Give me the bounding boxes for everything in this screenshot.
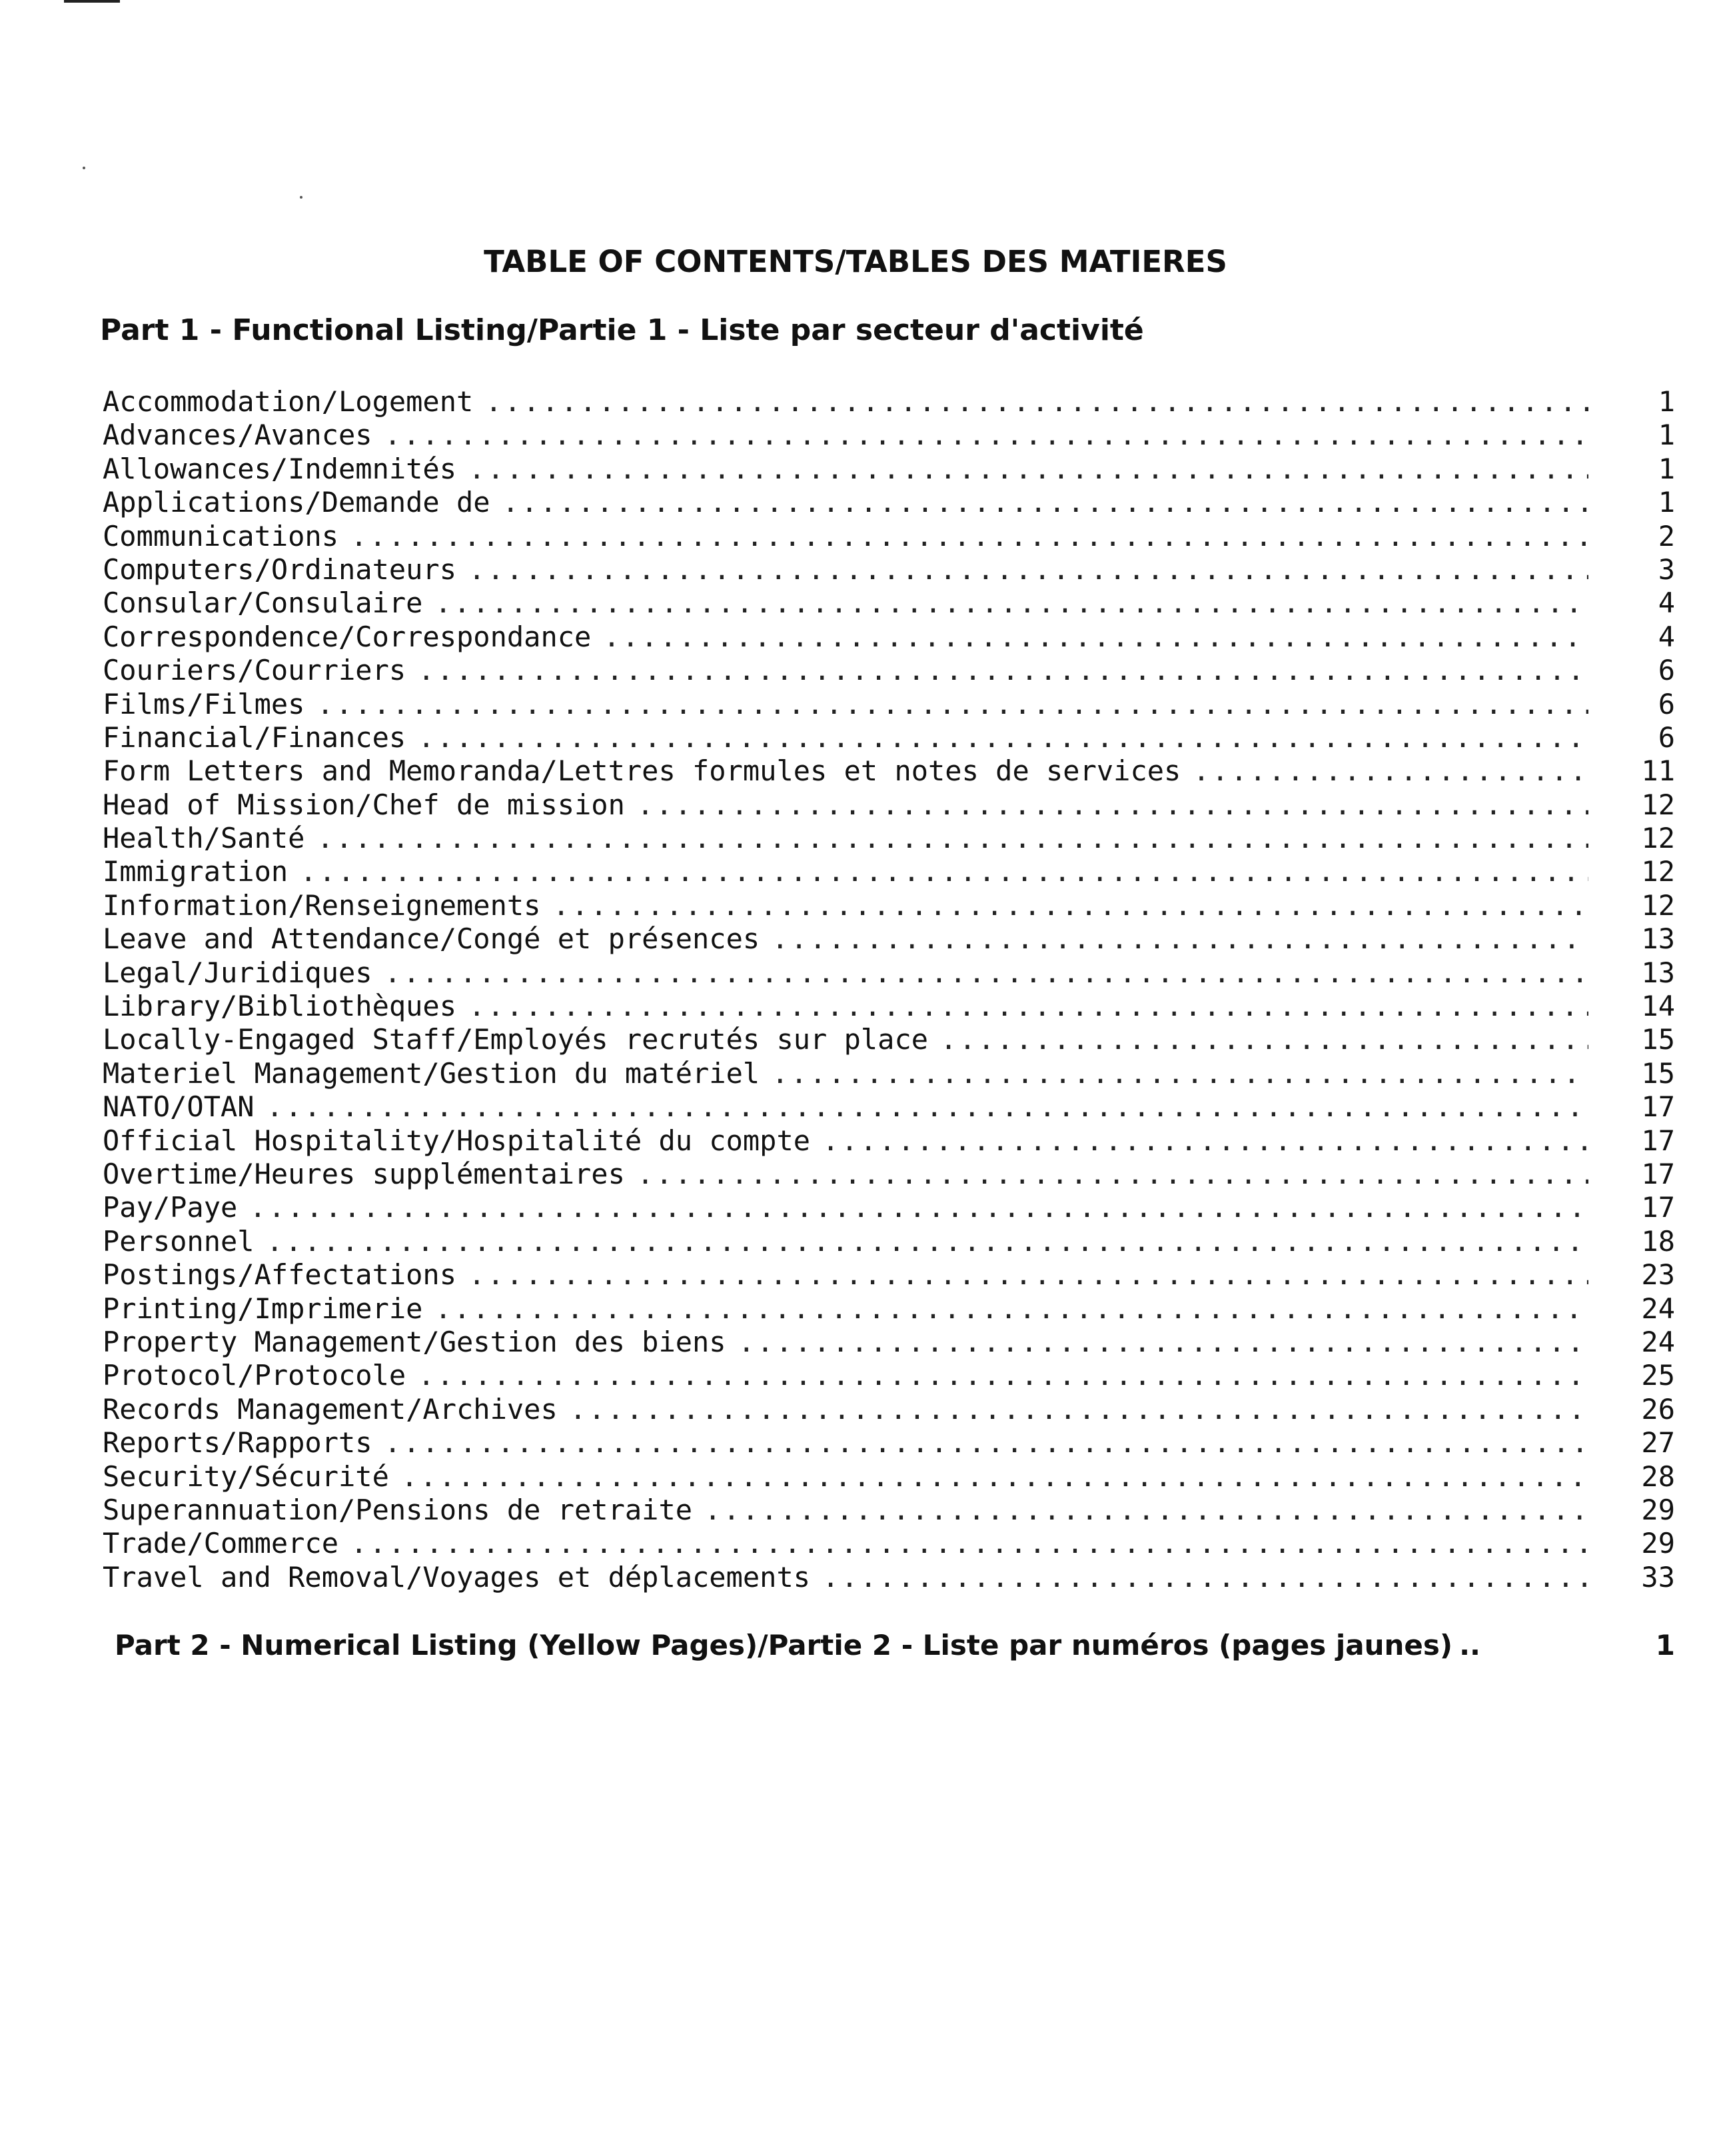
toc-dot-leader: [468, 553, 1588, 586]
toc-entry-page-number: 17: [1641, 1124, 1675, 1157]
toc-entry-page-number: 6: [1658, 720, 1675, 754]
toc-entry-page-number: 1: [1658, 452, 1675, 485]
part2-leader: ..: [1459, 1629, 1481, 1661]
toc-dot-leader: [384, 956, 1588, 990]
toc-entry-label: Couriers/Courriers: [103, 654, 406, 687]
toc-entry-page-number: 26: [1641, 1392, 1675, 1426]
toc-dot-leader: [637, 1158, 1588, 1191]
toc-entry-page-number: 6: [1658, 687, 1675, 720]
toc-dot-leader: [570, 1393, 1588, 1426]
toc-dot-leader: [267, 1225, 1588, 1258]
toc-entry-page-number: 24: [1641, 1325, 1675, 1358]
toc-entry-label: Immigration: [103, 855, 288, 888]
toc-entry-page-number: 14: [1641, 990, 1675, 1023]
toc-entry-label: Leave and Attendance/Congé et présences: [103, 922, 760, 956]
toc-entry-page-number: 18: [1641, 1224, 1675, 1258]
toc-entry-label: Printing/Imprimerie: [103, 1292, 423, 1325]
toc-dot-leader: [418, 1359, 1588, 1392]
toc-entry: [103, 1460, 1675, 1494]
scan-speck: [300, 196, 302, 199]
toc-entry-label: Applications/Demande de: [103, 486, 490, 519]
toc-entry-label: Materiel Management/Gestion du matériel: [103, 1056, 760, 1090]
toc-entry-page-number: 28: [1641, 1460, 1675, 1493]
toc-entry-label: NATO/OTAN: [103, 1090, 255, 1124]
toc-entry-label: Travel and Removal/Voyages et déplacements: [103, 1560, 811, 1594]
toc-entry-page-number: 1: [1658, 486, 1675, 519]
toc-entry: [103, 1124, 1675, 1158]
toc-entry-label: Protocol/Protocole: [103, 1359, 406, 1392]
toc-entry-page-number: 27: [1641, 1426, 1675, 1460]
toc-dot-leader: [468, 990, 1588, 1023]
toc-entry-page-number: 23: [1641, 1258, 1675, 1292]
toc-dot-leader: [401, 1460, 1588, 1494]
toc-dot-leader: [822, 1561, 1588, 1594]
toc-entry: [103, 453, 1675, 486]
toc-entry-label: Property Management/Gestion des biens: [103, 1325, 726, 1358]
toc-entry-page-number: 17: [1641, 1191, 1675, 1224]
toc-entry-page-number: 15: [1641, 1023, 1675, 1056]
toc-dot-leader: [637, 788, 1588, 822]
toc-dot-leader: [434, 1292, 1588, 1326]
toc-dot-leader: [822, 1124, 1588, 1158]
toc-entry-page-number: 12: [1641, 788, 1675, 821]
toc-entry-page-number: 17: [1641, 1157, 1675, 1190]
toc-entry-label: Reports/Rapports: [103, 1426, 372, 1460]
toc-entry: [103, 721, 1675, 754]
toc-entry-label: Trade/Commerce: [103, 1527, 339, 1560]
toc-entry: [103, 1292, 1675, 1326]
toc-entry-label: Consular/Consulaire: [103, 586, 423, 620]
scan-corner-mark: [64, 0, 120, 3]
part2-entry: [115, 1629, 1675, 1661]
toc-entry-label: Advances/Avances: [103, 419, 372, 452]
toc-entry-page-number: 17: [1641, 1090, 1675, 1124]
toc-entry-page-number: 29: [1641, 1527, 1675, 1560]
page-title: TABLE OF CONTENTS/TABLES DES MATIERES: [484, 244, 1227, 279]
toc-entry-page-number: 25: [1641, 1359, 1675, 1392]
toc-entry-label: Correspondence/Correspondance: [103, 620, 592, 653]
toc-entry: [103, 990, 1675, 1023]
toc-entry-label: Locally-Engaged Staff/Employés recrutés sur place: [103, 1023, 929, 1056]
toc-entry: [103, 956, 1675, 990]
toc-entry: [103, 1326, 1675, 1359]
toc-list: [103, 385, 1675, 1594]
toc-dot-leader: [603, 620, 1588, 654]
toc-dot-leader: [384, 1426, 1588, 1460]
toc-entry: [103, 688, 1675, 721]
toc-entry: [103, 788, 1675, 822]
toc-entry-label: Legal/Juridiques: [103, 956, 372, 989]
toc-entry-page-number: 12: [1641, 888, 1675, 922]
toc-entry-label: Postings/Affectations: [103, 1258, 457, 1292]
toc-entry-label: Health/Santé: [103, 822, 305, 855]
toc-dot-leader: [350, 520, 1588, 553]
part1-heading: Part 1 - Functional Listing/Partie 1 - Liste par secteur d'activité: [100, 313, 1144, 347]
toc-entry: [103, 1057, 1675, 1090]
toc-entry-page-number: 13: [1641, 922, 1675, 956]
toc-dot-leader: [434, 586, 1588, 620]
toc-dot-leader: [316, 688, 1588, 721]
toc-entry-page-number: 12: [1641, 822, 1675, 855]
toc-entry: [103, 1090, 1675, 1124]
toc-dot-leader: [485, 385, 1588, 419]
toc-entry: [103, 1191, 1675, 1224]
toc-entry-page-number: 12: [1641, 855, 1675, 888]
toc-entry-label: Security/Sécurité: [103, 1460, 389, 1493]
toc-dot-leader: [552, 889, 1588, 922]
toc-entry: [103, 1023, 1675, 1056]
toc-dot-leader: [300, 855, 1588, 888]
toc-entry-page-number: 29: [1641, 1493, 1675, 1526]
toc-entry-label: Superannuation/Pensions de retraite: [103, 1493, 693, 1526]
toc-entry-label: Overtime/Heures supplémentaires: [103, 1157, 625, 1190]
toc-dot-leader: [1193, 754, 1588, 788]
toc-entry-label: Head of Mission/Chef de mission: [103, 788, 625, 821]
toc-entry-label: Computers/Ordinateurs: [103, 552, 457, 586]
toc-dot-leader: [316, 822, 1588, 855]
toc-entry: [103, 385, 1675, 419]
toc-entry: [103, 1359, 1675, 1392]
toc-entry-page-number: 1: [1658, 385, 1675, 418]
toc-entry-page-number: 3: [1658, 552, 1675, 586]
toc-entry: [103, 520, 1675, 553]
toc-dot-leader: [704, 1494, 1588, 1527]
toc-entry: [103, 654, 1675, 687]
toc-entry: [103, 889, 1675, 922]
toc-entry-label: Financial/Finances: [103, 720, 406, 754]
toc-entry: [103, 855, 1675, 888]
toc-entry-label: Pay/Paye: [103, 1191, 238, 1224]
toc-entry-label: Personnel: [103, 1224, 255, 1258]
toc-entry-page-number: 4: [1658, 586, 1675, 620]
toc-entry: [103, 922, 1675, 956]
toc-dot-leader: [350, 1527, 1588, 1560]
toc-dot-leader: [468, 1258, 1588, 1292]
toc-entry: [103, 586, 1675, 620]
toc-entry: [103, 620, 1675, 654]
toc-entry-label: Records Management/Archives: [103, 1392, 558, 1426]
toc-entry: [103, 1225, 1675, 1258]
toc-entry: [103, 1158, 1675, 1191]
toc-entry-label: Library/Bibliothèques: [103, 990, 457, 1023]
toc-entry: [103, 1561, 1675, 1594]
part2-page-number: 1: [1655, 1629, 1675, 1661]
toc-entry-page-number: 11: [1641, 754, 1675, 788]
toc-dot-leader: [249, 1191, 1588, 1224]
toc-entry-page-number: 24: [1641, 1292, 1675, 1325]
toc-entry: [103, 1494, 1675, 1527]
toc-entry: [103, 1258, 1675, 1292]
toc-dot-leader: [267, 1090, 1588, 1124]
toc-entry: [103, 419, 1675, 452]
toc-entry-page-number: 13: [1641, 956, 1675, 989]
toc-dot-leader: [772, 922, 1588, 956]
toc-entry-page-number: 33: [1641, 1560, 1675, 1594]
toc-entry: [103, 1527, 1675, 1560]
toc-entry-page-number: 15: [1641, 1056, 1675, 1090]
toc-entry-label: Allowances/Indemnités: [103, 452, 457, 485]
part2-label: Part 2 - Numerical Listing (Yellow Pages)/Partie 2 - Liste par numéros (pages jaunes): [115, 1629, 1453, 1661]
toc-entry-page-number: 4: [1658, 620, 1675, 653]
toc-entry: [103, 754, 1675, 788]
toc-entry: [103, 1426, 1675, 1460]
toc-entry-page-number: 2: [1658, 519, 1675, 552]
toc-dot-leader: [940, 1023, 1588, 1056]
scan-speck: [83, 167, 85, 169]
toc-entry-label: Official Hospitality/Hospitalité du compte: [103, 1124, 811, 1157]
toc-dot-leader: [384, 419, 1588, 452]
toc-entry-label: Accommodation/Logement: [103, 385, 474, 418]
toc-dot-leader: [502, 486, 1588, 519]
toc-entry-label: Form Letters and Memoranda/Lettres formules et notes de services: [103, 754, 1181, 788]
toc-dot-leader: [738, 1326, 1588, 1359]
toc-entry-label: Communications: [103, 519, 339, 552]
toc-dot-leader: [772, 1057, 1588, 1090]
toc-entry-page-number: 6: [1658, 654, 1675, 687]
toc-dot-leader: [418, 654, 1588, 687]
toc-dot-leader: [418, 721, 1588, 754]
toc-entry-label: Films/Filmes: [103, 687, 305, 720]
toc-entry-label: Information/Renseignements: [103, 888, 541, 922]
toc-entry: [103, 553, 1675, 586]
toc-entry: [103, 822, 1675, 855]
toc-entry: [103, 486, 1675, 519]
toc-dot-leader: [468, 453, 1588, 486]
toc-entry-page-number: 1: [1658, 419, 1675, 452]
toc-entry: [103, 1393, 1675, 1426]
